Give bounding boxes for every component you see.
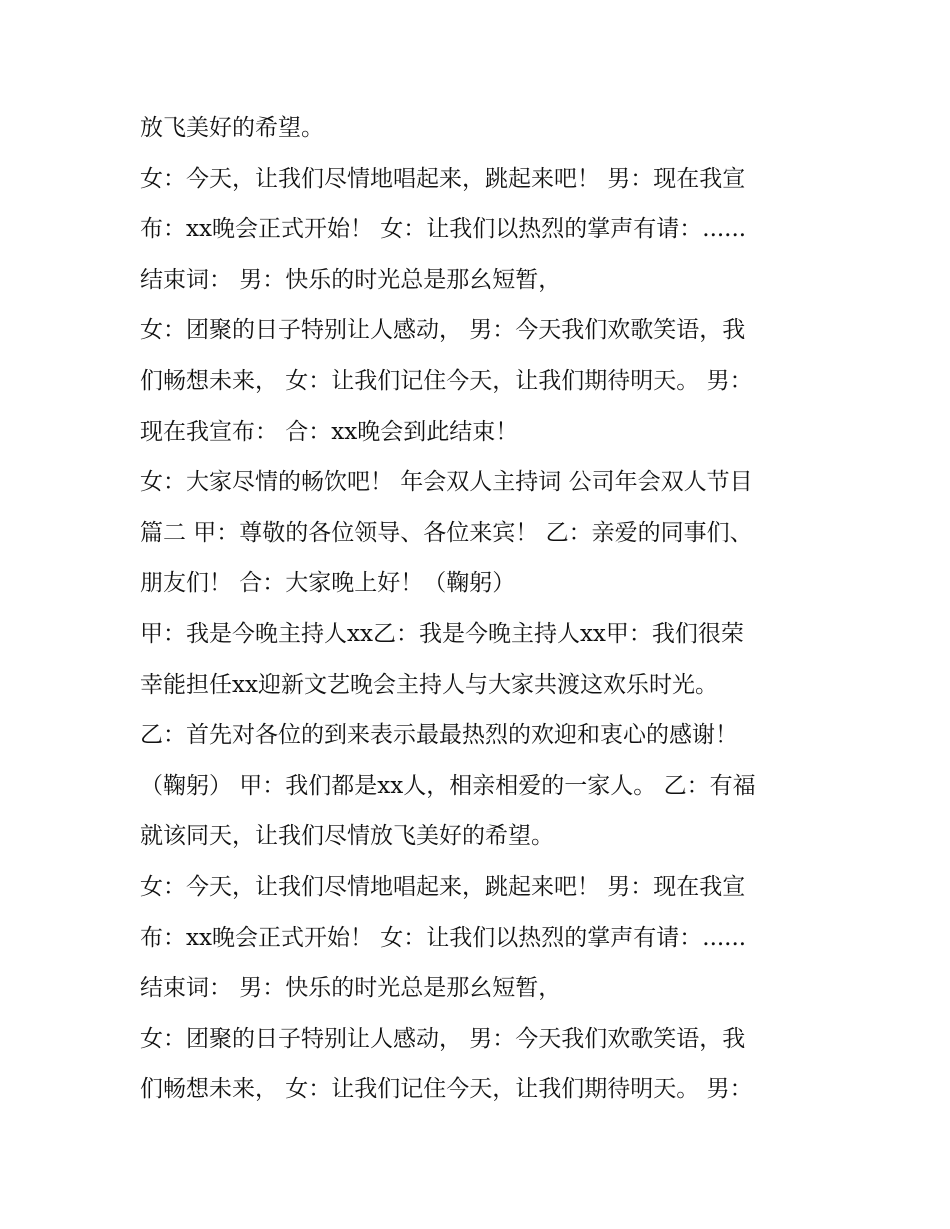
text-line: 结束词： 男：快乐的时光总是那幺短暂， [140,266,562,293]
text-line: 篇二 甲：尊敬的各位领导、各位来宾！ 乙：亲爱的同事们、 [140,519,753,546]
text-line: 女：大家尽情的畅饮吧！ 年会双人主持词 公司年会双人节目 [140,469,753,496]
text-line: 结束词： 男：快乐的时光总是那幺短暂， [140,975,562,1002]
text-line: 甲：我是今晚主持人xx乙：我是今晚主持人xx甲：我们很荣 [140,620,744,647]
text-line: 放飞美好的希望。 [140,115,324,141]
text-line: 女：团聚的日子特别让人感动， 男：今天我们欢歌笑语，我 [140,317,746,344]
text-line: 朋友们！ 合：大家晚上好！（鞠躬） [140,570,516,597]
text-line: 们畅想未来， 女：让我们记住今天，让我们期待明天。 男： [140,367,753,394]
text-line: 布：xx晚会正式开始！ 女：让我们以热烈的掌声有请：...... [140,216,747,243]
text-line: 女：今天，让我们尽情地唱起来，跳起来吧！ 男：现在我宣 [140,165,746,192]
text-line: 就该同天，让我们尽情放飞美好的希望。 [140,823,554,850]
text-line: 们畅想未来， 女：让我们记住今天，让我们期待明天。 男： [140,1076,753,1103]
text-line: 乙：首先对各位的到来表示最最热烈的欢迎和衷心的感谢！ [140,722,738,749]
text-line: 现在我宣布： 合：xx晚会到此结束！ [140,418,519,445]
text-line: （鞠躬） 甲：我们都是xx人，相亲相爱的一家人。 乙：有福 [140,772,756,799]
text-line: 布：xx晚会正式开始！ 女：让我们以热烈的掌声有请：...... [140,924,747,951]
text-line: 幸能担任xx迎新文艺晚会主持人与大家共渡这欢乐时光。 [140,671,718,698]
text-line: 女：团聚的日子特别让人感动， 男：今天我们欢歌笑语，我 [140,1025,746,1052]
body-text [140,103,830,1115]
text-line: 女：今天，让我们尽情地唱起来，跳起来吧！ 男：现在我宣 [140,873,746,900]
